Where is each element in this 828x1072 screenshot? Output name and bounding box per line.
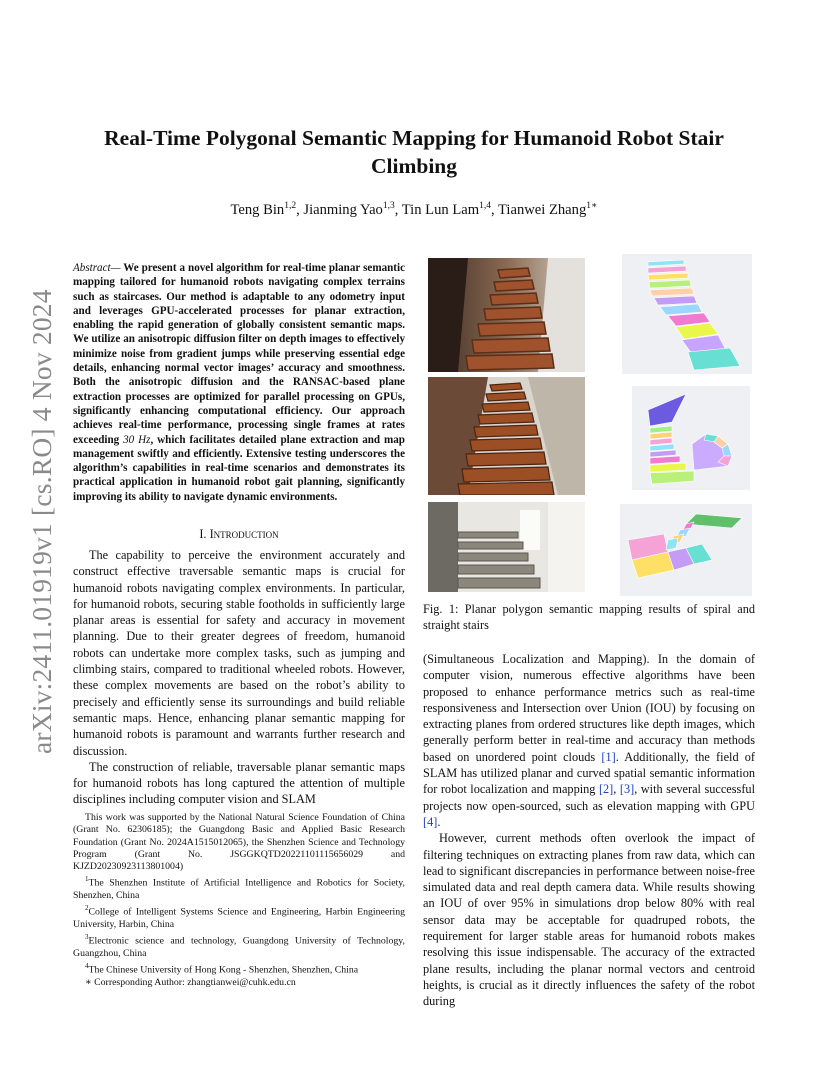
abstract-text-end: , which facilitates detailed plane extraction and map management swiftly and efficiently. Extensive testing underscores the algorithm’s capabilities in real-time scenarios and demonstrates its practical application in humanoid robot gait planning, significantly improving its ability to navigate dynamic environments. xyxy=(73,433,405,503)
footnote-funding: This work was supported by the National Natural Science Foundation of China (Grant No. 62306185); the Guangdong Basic and Applied Basic Research Foundation (Grant No. 2024A1515012065), the Shenzhen Science and Technology Program (Grant No. JSGGKQTD20221101115656029 and KJZD20230923113801004) xyxy=(73,812,405,873)
section-number: I. xyxy=(199,527,207,541)
body-paragraph: The capability to perceive the environment accurately and construct effective traversable semantic maps is crucial for humanoid robots navigating complex environments. In particular, for humanoid robots, securing stable footholds in sufficiently large planar areas is essential for safety and accuracy in movement planning. Due to their greater degrees of freedom, humanoid robots can undertake more complex tasks, such as jumping and climbing stairs, compared to traditional wheeled robots. However, these complex movements are based on the robot’s ability to precisely and efficiently sense its surroundings and build reliable semantic maps. Hence, enhancing planar semantic mapping for humanoid robots is paramount and warrants further research and discussion. xyxy=(73,548,405,758)
title-line-1: Real-Time Polygonal Semantic Mapping for Humanoid Robot Stair xyxy=(104,126,724,150)
spiral-stair-photo-1 xyxy=(428,258,585,372)
footnote: $^3$Electronic science and technology, Guangdong University of Technology, Guangzhou, China xyxy=(73,933,405,959)
title-line-2: Climbing xyxy=(370,154,458,178)
citation-link[interactable]: [3] xyxy=(619,782,635,797)
abstract xyxy=(73,261,405,504)
author-affiliation: 1,3 xyxy=(382,201,395,211)
footnote: $^2$College of Intelligent Systems Science and Engineering, Harbin Engineering University, Harbin, China xyxy=(73,904,405,930)
author-name: Jianming Yao xyxy=(303,201,383,218)
author-name: Tianwei Zhang xyxy=(498,201,587,218)
abstract-rate-value: 30 xyxy=(123,433,135,446)
footnote: $^1$The Shenzhen Institute of Artificial Intelligence and Robotics for Society, Shenzhen, China xyxy=(73,875,405,902)
citation-link[interactable]: [1] xyxy=(601,749,616,764)
abstract-label: Abstract— xyxy=(73,262,121,274)
author-affiliation: 1,4 xyxy=(479,201,491,211)
paper-title xyxy=(60,124,768,180)
citation-link[interactable]: [2] xyxy=(598,782,614,797)
spiral-stair-polygon-map-1 xyxy=(622,254,752,374)
author-list: Teng Bin$^{1,2}$, Jianming Yao$^{1,3}$, Tin Lun Lam$^{1,4}$, Tianwei Zhang$^{1∗}$ xyxy=(230,201,598,218)
footnote: $^4$The Chinese University of Hong Kong - Shenzhen, Shenzhen, China xyxy=(85,962,359,976)
section-heading xyxy=(73,527,405,542)
abstract-rate-unit: Hz xyxy=(138,433,151,446)
citation-link[interactable]: [4] xyxy=(423,814,438,829)
author-name: Teng Bin xyxy=(230,201,285,218)
author-name: Tin Lun Lam xyxy=(401,201,480,218)
introduction-right-column xyxy=(423,651,755,1010)
abstract-text: We present a novel algorithm for real-time planar semantic mapping tailored for humanoid robots navigating complex terrains such as staircases. Our method is adaptable to any odometry input and leverages GPU-accelerated processes for planar extraction, enabling the rapid generation of globally consistent semantic maps. We utilize an anisotropic diffusion filter on depth images to effectively minimize noise from gradient jumps while preserving essential edge details, enhancing normal vector images’ accuracy and smoothness. Both the anisotropic diffusion and the RANSAC-based plane extraction processes are optimized for parallel processing on GPUs, significantly enhancing computational efficiency. Our approach achieves real-time performance, processing single frames at rates exceeding xyxy=(73,262,405,446)
spiral-stair-polygon-map-2 xyxy=(632,386,750,490)
body-paragraph: The construction of reliable, traversable planar semantic maps for humanoid robots has long captured the attention of multiple disciplines including computer vision and SLAM xyxy=(73,759,405,807)
straight-stair-polygon-map xyxy=(620,504,752,596)
figure-caption: Fig. 1: Planar polygon semantic mapping results of spiral and straight stairs xyxy=(423,602,755,633)
body-paragraph: However, current methods often overlook the impact of filtering techniques on extracting planes from raw data, which can lead to significant discrepancies in performance between noise-free simulated data and real depth camera data. While results showing an IOU of over 95% in simulations drop below 80% with real sensor data may be acceptable for quadruped robots, the requirement for larger stable areas for humanoid robots makes resolving this issue indispensable. The accuracy of the extracted plane results, including the planar normal vectors and centroid heights, is crucial as it directly influences the safety of the robot during xyxy=(423,831,755,1009)
author-affiliation: 1∗ xyxy=(586,201,598,211)
body-paragraph: (Simultaneous Localization and Mapping). In the domain of computer vision, numerous effective algorithms have been proposed to enhance performance metrics such as real-time responsiveness and Intersection over Union (IOU) by focusing on extracting planes from ordered structures like depth images, which generally perform better in real-time and accuracy than methods based on unordered point clouds [1]. Additionally, the field of SLAM has utilized planar and curved spatial semantic information for robot localization and mapping [2], [3], with several successful projects now open-sourced, such as elevation mapping with GPU [4]. xyxy=(423,652,755,829)
footnote: ∗ Corresponding Author: zhangtianwei@cuhk.edu.cn xyxy=(85,976,296,988)
arxiv-identifier-stamp: arXiv:2411.01919v1 [cs.RO] 4 Nov 2024 xyxy=(26,289,57,754)
introduction-left-column xyxy=(73,547,405,808)
footnotes xyxy=(73,812,405,989)
straight-stair-photo xyxy=(428,502,585,592)
spiral-stair-photo-2 xyxy=(428,377,585,495)
author-affiliation: 1,2 xyxy=(284,201,297,211)
section-title: Introduction xyxy=(209,527,279,541)
